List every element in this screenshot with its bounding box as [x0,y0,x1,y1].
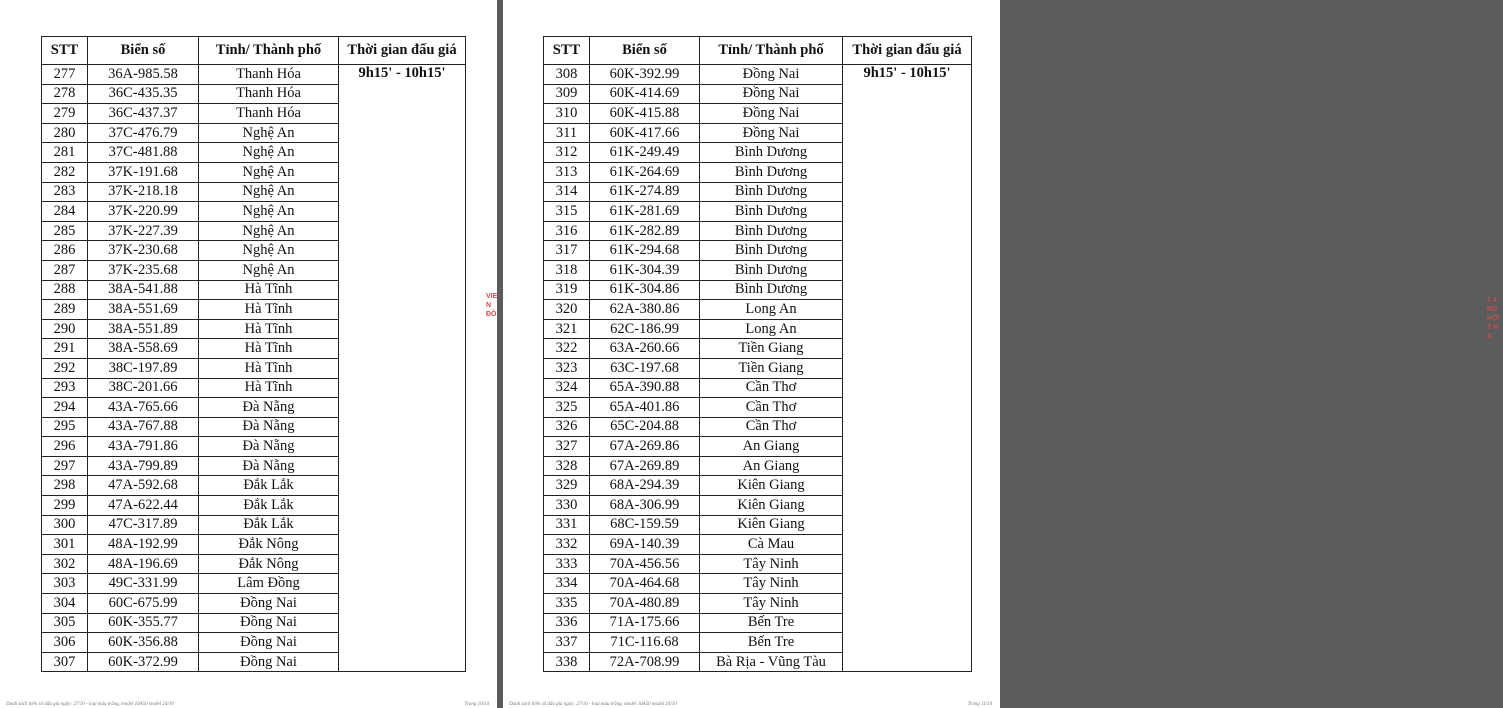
row-plate: 61K-294.68 [590,241,700,261]
row-plate: 68A-306.99 [590,496,700,516]
row-plate: 43A-765.66 [88,398,199,418]
row-plate: 47C-317.89 [88,515,199,535]
row-province: Đồng Nai [199,633,339,653]
row-province: Đồng Nai [700,104,843,124]
row-plate: 37C-481.88 [88,143,199,163]
auction-time-cell: 9h15' - 10h15' [339,65,466,672]
row-stt: 320 [544,300,590,320]
row-plate: 37K-235.68 [88,260,199,280]
header-plate: Biển số [590,37,700,65]
row-province: Cần Thơ [700,378,843,398]
row-stt: 277 [42,65,88,85]
row-stt: 287 [42,260,88,280]
row-plate: 38A-541.88 [88,280,199,300]
auction-time-cell: 9h15' - 10h15' [843,65,972,672]
row-province: Kiên Giang [700,476,843,496]
row-plate: 49C-331.99 [88,574,199,594]
row-province: Hà Tĩnh [199,319,339,339]
document-page-left [0,0,497,708]
row-stt: 310 [544,104,590,124]
row-province: Kiên Giang [700,496,843,516]
row-plate: 68C-159.59 [590,515,700,535]
table-header-row [544,37,972,65]
row-province: Đà Nẵng [199,437,339,457]
row-province: Thanh Hóa [199,104,339,124]
row-plate: 36C-435.35 [88,84,199,104]
row-plate: 60K-415.88 [590,104,700,124]
row-plate: 37K-220.99 [88,202,199,222]
table-row [42,65,466,85]
row-plate: 69A-140.39 [590,535,700,555]
row-plate: 70A-480.89 [590,594,700,614]
row-stt: 338 [544,652,590,672]
row-province: Nghệ An [199,202,339,222]
row-province: Bình Dương [700,202,843,222]
row-stt: 317 [544,241,590,261]
row-stt: 333 [544,554,590,574]
row-plate: 65A-390.88 [590,378,700,398]
row-plate: 37C-476.79 [88,123,199,143]
row-province: Đồng Nai [700,84,843,104]
row-plate: 43A-791.86 [88,437,199,457]
row-stt: 298 [42,476,88,496]
row-stt: 295 [42,417,88,437]
row-stt: 321 [544,319,590,339]
row-stt: 293 [42,378,88,398]
row-stt: 322 [544,339,590,359]
row-plate: 60K-392.99 [590,65,700,85]
row-stt: 301 [42,535,88,555]
row-stt: 278 [42,84,88,104]
row-plate: 70A-456.56 [590,554,700,574]
row-province: Hà Tĩnh [199,339,339,359]
row-plate: 68A-294.39 [590,476,700,496]
row-stt: 308 [544,65,590,85]
row-province: Đắk Lắk [199,515,339,535]
row-province: Lâm Đồng [199,574,339,594]
row-stt: 304 [42,594,88,614]
row-plate: 65C-204.88 [590,417,700,437]
row-province: Nghệ An [199,162,339,182]
row-province: Đắk Nông [199,554,339,574]
row-province: Bình Dương [700,221,843,241]
row-plate: 71C-116.68 [590,633,700,653]
row-stt: 285 [42,221,88,241]
plates-table-right [543,36,972,672]
row-stt: 303 [42,574,88,594]
row-stt: 327 [544,437,590,457]
row-province: Nghệ An [199,182,339,202]
row-province: Đồng Nai [700,123,843,143]
header-province: Tỉnh/ Thành phố [199,37,339,65]
row-stt: 332 [544,535,590,555]
row-stt: 300 [42,515,88,535]
row-plate: 61K-249.49 [590,143,700,163]
red-stamp-fragment: 1 4 NG HỘI T N 4 [1487,297,1500,340]
row-stt: 313 [544,162,590,182]
row-province: Tây Ninh [700,594,843,614]
row-province: Bến Tre [700,633,843,653]
row-stt: 311 [544,123,590,143]
row-province: Tây Ninh [700,574,843,594]
row-province: An Giang [700,456,843,476]
row-plate: 36C-437.37 [88,104,199,124]
row-stt: 288 [42,280,88,300]
row-plate: 37K-191.68 [88,162,199,182]
row-plate: 38A-558.69 [88,339,199,359]
row-province: Nghệ An [199,260,339,280]
row-plate: 67A-269.86 [590,437,700,457]
row-plate: 63A-260.66 [590,339,700,359]
row-plate: 67A-269.89 [590,456,700,476]
row-plate: 47A-622.44 [88,496,199,516]
row-province: Bình Dương [700,162,843,182]
row-plate: 60C-675.99 [88,594,199,614]
row-plate: 38C-201.66 [88,378,199,398]
row-stt: 299 [42,496,88,516]
row-province: Tiền Giang [700,339,843,359]
row-plate: 43A-799.89 [88,456,199,476]
row-stt: 326 [544,417,590,437]
row-stt: 283 [42,182,88,202]
red-stamp-fragment: VIE N ĐÔ [486,293,498,318]
row-stt: 290 [42,319,88,339]
row-province: Đắk Nông [199,535,339,555]
row-province: Hà Tĩnh [199,280,339,300]
row-stt: 323 [544,358,590,378]
footer-caption: Danh sách biển số đấu giá ngày: 27/10 - loại màu trắng, model 16A50 model 24/10 [509,702,677,707]
row-stt: 284 [42,202,88,222]
row-province: Bình Dương [700,241,843,261]
row-plate: 37K-227.39 [88,221,199,241]
row-province: Nghệ An [199,241,339,261]
header-plate: Biển số [88,37,199,65]
row-stt: 330 [544,496,590,516]
row-plate: 37K-218.18 [88,182,199,202]
row-plate: 48A-192.99 [88,535,199,555]
row-plate: 61K-274.89 [590,182,700,202]
row-province: Cần Thơ [700,398,843,418]
row-stt: 279 [42,104,88,124]
row-province: Nghệ An [199,221,339,241]
row-province: Đồng Nai [199,613,339,633]
row-stt: 335 [544,594,590,614]
header-province: Tỉnh/ Thành phố [700,37,843,65]
row-province: Đắk Lắk [199,496,339,516]
row-province: Long An [700,319,843,339]
row-stt: 305 [42,613,88,633]
row-stt: 289 [42,300,88,320]
row-plate: 38A-551.69 [88,300,199,320]
row-plate: 61K-264.69 [590,162,700,182]
row-stt: 331 [544,515,590,535]
row-province: Bình Dương [700,260,843,280]
row-province: An Giang [700,437,843,457]
header-stt: STT [544,37,590,65]
row-plate: 60K-355.77 [88,613,199,633]
row-province: Kiên Giang [700,515,843,535]
row-province: Hà Tĩnh [199,300,339,320]
row-province: Đà Nẵng [199,417,339,437]
row-stt: 324 [544,378,590,398]
row-plate: 61K-282.89 [590,221,700,241]
row-stt: 292 [42,358,88,378]
row-plate: 70A-464.68 [590,574,700,594]
table-header-row [42,37,466,65]
row-province: Bình Dương [700,182,843,202]
row-stt: 306 [42,633,88,653]
row-plate: 48A-196.69 [88,554,199,574]
row-plate: 61K-304.39 [590,260,700,280]
row-stt: 291 [42,339,88,359]
row-province: Thanh Hóa [199,84,339,104]
row-province: Bến Tre [700,613,843,633]
table-body-right [544,65,972,672]
table-body-left [42,65,466,672]
row-stt: 312 [544,143,590,163]
row-province: Nghệ An [199,123,339,143]
row-province: Hà Tĩnh [199,358,339,378]
row-plate: 62A-380.86 [590,300,700,320]
row-province: Tây Ninh [700,554,843,574]
row-province: Nghệ An [199,143,339,163]
row-stt: 307 [42,652,88,672]
row-plate: 60K-356.88 [88,633,199,653]
row-plate: 61K-281.69 [590,202,700,222]
row-plate: 71A-175.66 [590,613,700,633]
row-plate: 65A-401.86 [590,398,700,418]
row-province: Cà Mau [700,535,843,555]
row-stt: 282 [42,162,88,182]
row-province: Đồng Nai [199,594,339,614]
row-province: Đắk Lắk [199,476,339,496]
row-province: Bình Dương [700,280,843,300]
row-stt: 315 [544,202,590,222]
row-stt: 297 [42,456,88,476]
row-province: Tiền Giang [700,358,843,378]
row-stt: 319 [544,280,590,300]
row-stt: 296 [42,437,88,457]
row-plate: 43A-767.88 [88,417,199,437]
row-stt: 337 [544,633,590,653]
row-province: Đà Nẵng [199,398,339,418]
header-stt: STT [42,37,88,65]
row-stt: 318 [544,260,590,280]
table-row [544,65,972,85]
row-plate: 38A-551.89 [88,319,199,339]
footer-caption: Danh sách biển số đấu giá ngày: 27/10 - loại màu trắng, model 16A50 model 24/10 [6,702,174,707]
row-stt: 281 [42,143,88,163]
row-plate: 61K-304.86 [590,280,700,300]
row-plate: 36A-985.58 [88,65,199,85]
row-plate: 72A-708.99 [590,652,700,672]
row-stt: 280 [42,123,88,143]
row-stt: 336 [544,613,590,633]
page-number: Trang 11/34 [967,702,992,707]
row-province: Bình Dương [700,143,843,163]
row-plate: 47A-592.68 [88,476,199,496]
header-auction-time: Thời gian đấu giá [339,37,466,65]
row-stt: 325 [544,398,590,418]
row-stt: 294 [42,398,88,418]
page-number: Trang 10/34 [464,702,489,707]
row-province: Đồng Nai [199,652,339,672]
row-plate: 62C-186.99 [590,319,700,339]
row-stt: 309 [544,84,590,104]
row-stt: 328 [544,456,590,476]
row-plate: 63C-197.68 [590,358,700,378]
row-province: Bà Rịa - Vũng Tàu [700,652,843,672]
row-province: Đồng Nai [700,65,843,85]
row-stt: 316 [544,221,590,241]
row-stt: 302 [42,554,88,574]
row-stt: 329 [544,476,590,496]
row-plate: 60K-414.69 [590,84,700,104]
row-plate: 37K-230.68 [88,241,199,261]
row-plate: 38C-197.89 [88,358,199,378]
header-auction-time: Thời gian đấu giá [843,37,972,65]
row-plate: 60K-417.66 [590,123,700,143]
row-plate: 60K-372.99 [88,652,199,672]
row-province: Cần Thơ [700,417,843,437]
row-province: Long An [700,300,843,320]
document-page-right [503,0,1500,708]
row-stt: 286 [42,241,88,261]
plates-table-left [41,36,466,672]
row-province: Thanh Hóa [199,65,339,85]
row-province: Đà Nẵng [199,456,339,476]
row-stt: 314 [544,182,590,202]
row-stt: 334 [544,574,590,594]
row-province: Hà Tĩnh [199,378,339,398]
